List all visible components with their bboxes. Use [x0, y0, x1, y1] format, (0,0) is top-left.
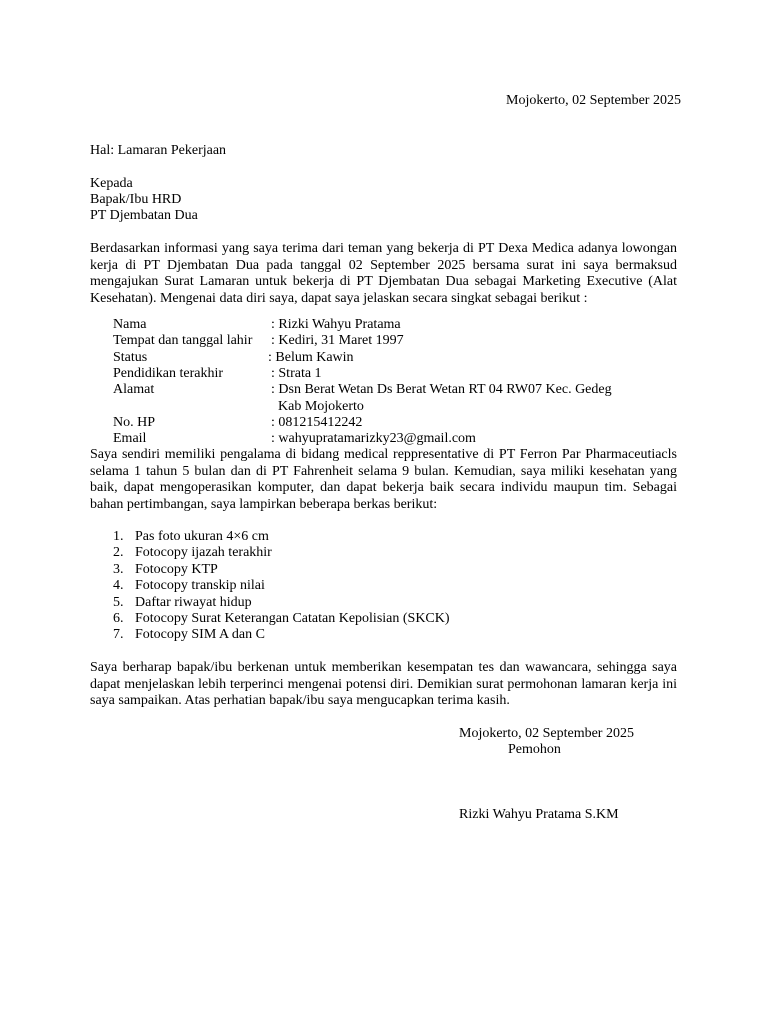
attachment-number: 5.: [113, 595, 124, 610]
attachment-item: [113, 578, 265, 595]
letter-subject: Hal: Lamaran Pekerjaan: [90, 143, 227, 158]
education-value: : Strata 1: [271, 366, 322, 381]
attachment-number: 2.: [113, 545, 124, 560]
education-label: Pendidikan terakhir: [113, 366, 224, 381]
attachment-text: Fotocopy ijazah terakhir: [135, 545, 272, 560]
attachment-number: 1.: [113, 529, 124, 544]
signature-name: Rizki Wahyu Pratama S.KM: [459, 807, 619, 822]
attachment-item: [113, 562, 218, 579]
attachment-text: Fotocopy Surat Keterangan Catatan Kepolisian (SKCK): [135, 611, 450, 626]
phone-value: : 08121541224​2: [271, 415, 363, 430]
recipient-line-1: Kepada: [90, 176, 133, 191]
attachment-item: [113, 627, 265, 644]
attachment-number: 3.: [113, 562, 124, 577]
birth-label: Tempat dan tanggal lahir: [113, 333, 253, 348]
email-value: : wahyupratamarizky23@gmail.com: [271, 431, 476, 446]
experience-paragraph: Saya sendiri memiliki pengalama di bidang medical reppresentative di PT Ferron Par Pharmaceutiacls selama 1 tahun 5 bulan dan di PT Fahrenheit selama 9 bulan. Kemudian, saya miliki kesehatan yang baik, dapat mengoperasikan komputer, dan dapat bekerja baik secara individu maupun tim. Sebagai bahan pertimbangan, saya lampirkan beberapa berkas berikut:: [90, 447, 677, 512]
status-label: Status: [113, 350, 148, 365]
attachment-number: 4.: [113, 578, 124, 593]
attachment-text: Pas foto ukuran 4×6 cm: [135, 529, 269, 544]
phone-label: No. HP: [113, 415, 156, 430]
address-value-line-1: : Dsn Berat Wetan Ds Berat Wetan RT 04 RW07 Kec. Gedeg: [271, 382, 612, 397]
closing-role: Pemohon: [508, 742, 561, 757]
closing-place-date: Mojokerto, 02 September 2025: [459, 726, 634, 741]
email-label: Email: [113, 431, 147, 446]
attachment-item: [113, 545, 272, 562]
opening-paragraph: Berdasarkan informasi yang saya terima dari teman yang bekerja di PT Dexa Medica adanya lowongan kerja di PT Djembatan Dua pada tanggal 02 September 2025 bersama surat ini saya bermaksud mengajukan Surat Lamaran untuk bekerja di PT Djembatan Dua sebagai Marketing Executive (Alat Kesehatan). Mengenai data diri saya, dapat saya jelaskan secara singkat sebagai berikut :: [90, 241, 677, 306]
status-value: : Belum Kawin: [268, 350, 354, 365]
birth-value: : Kediri, 31 Maret 1997: [271, 333, 404, 348]
attachment-item: [113, 611, 450, 628]
attachment-text: Fotocopy SIM A dan C: [135, 627, 265, 642]
attachment-item: [113, 595, 252, 612]
attachment-text: Daftar riwayat hidup: [135, 595, 252, 610]
recipient-line-3: PT Djembatan Dua: [90, 208, 198, 223]
attachment-item: [113, 529, 269, 546]
attachment-number: 6.: [113, 611, 124, 626]
attachment-text: Fotocopy KTP: [135, 562, 218, 577]
address-label: Alamat: [113, 382, 155, 397]
name-label: Nama: [113, 317, 147, 332]
address-value-line-2: Kab Mojokerto: [278, 399, 364, 414]
closing-paragraph: Saya berharap bapak/ibu berkenan untuk memberikan kesempatan tes dan wawancara, sehingga saya dapat menjelaskan lebih terperinci mengenai potensi diri. Demikian surat permohonan lamaran kerja ini saya sampaikan. Atas perhatian bapak/ibu saya mengucapkan terima kasih.: [90, 660, 677, 708]
attachment-number: 7.: [113, 627, 124, 642]
attachment-text: Fotocopy transkip nilai: [135, 578, 265, 593]
name-value: : Rizki Wahyu Pratama: [271, 317, 401, 332]
letter-date: Mojokerto, 02 September 2025: [506, 93, 681, 108]
recipient-line-2: Bapak/Ibu HRD: [90, 192, 182, 207]
